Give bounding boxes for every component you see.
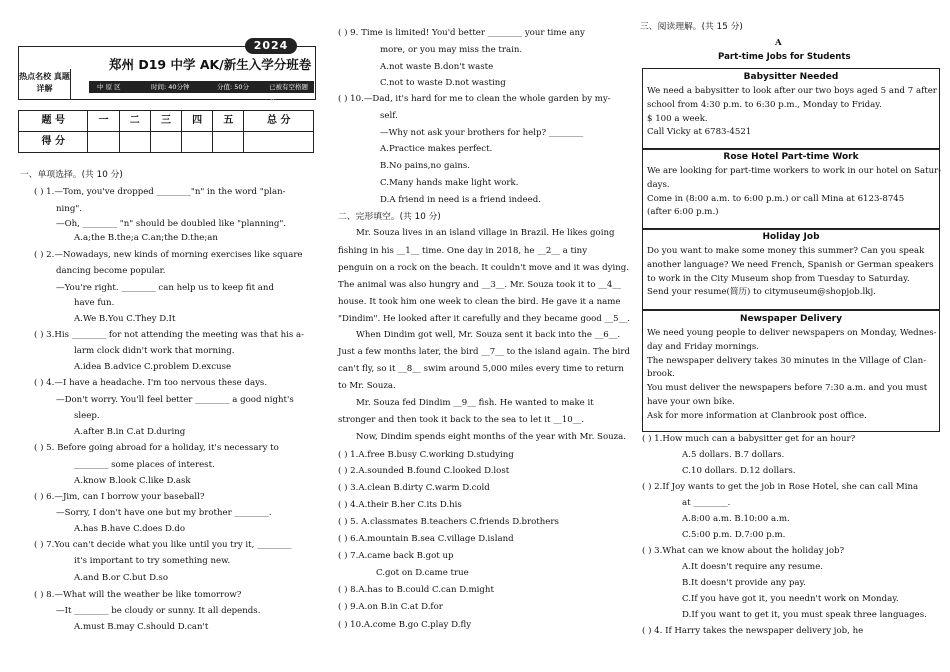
question-line: A.has B.have C.does D.do xyxy=(74,524,186,534)
question-line: —Oh, ________ "n" should be doubled like "planning". xyxy=(56,219,287,229)
question-line: ________ some places of interest. xyxy=(74,460,215,470)
question-line: ( ) 4.—I have a headache. I'm too nervous these days. xyxy=(34,378,268,388)
question-line: ( ) 7.A.came back B.got up xyxy=(338,551,454,561)
job-ad-line: another language? We need French, Spanish or German speakers xyxy=(647,259,934,270)
question-line: When Dindim got well, Mr. Souza sent it back into the __6__. xyxy=(356,330,621,340)
question-line: B.It doesn't provide any pay. xyxy=(682,578,806,588)
exam-title: 郑州 D19 中学 AK/新生入学分班卷 xyxy=(109,57,312,72)
section-title: 二、完形填空。(共 10 分) xyxy=(338,212,441,222)
score-input[interactable] xyxy=(213,132,244,153)
question-line: A.8:00 a.m. B.10:00 a.m. xyxy=(682,514,790,524)
question-line: it's important to try something new. xyxy=(74,556,231,566)
question-line: ( ) 10.—Dad, it's hard for me to clean the whole garden by my- xyxy=(338,94,611,104)
question-line: —You're right. ________ can help us to keep fit and xyxy=(56,283,274,293)
question-line: Mr. Souza lives in an island village in Brazil. He likes going xyxy=(356,228,615,238)
question-line: at ________. xyxy=(682,498,731,508)
question-line: ( ) 9.A.on B.in C.at D.for xyxy=(338,602,443,612)
question-line: ( ) 8.A.has to B.could C.can D.might xyxy=(338,585,494,595)
score-cell: 五 xyxy=(213,111,244,132)
reading-section-title: 三、阅读理解。(共 15 分) xyxy=(640,22,743,32)
job-ad-line: Send your resume(简历) to citymuseum@shopjob.lkj. xyxy=(647,287,876,298)
job-ad-line: We are looking for part-time workers to work in our hotel on Satur- xyxy=(647,166,942,177)
question-line: "Dindim". He looked after it carefully and they became good __5__. xyxy=(338,314,630,324)
job-ad-line: $ 100 a week. xyxy=(647,113,708,124)
job-ad-title: Babysitter Needed xyxy=(743,72,839,82)
question-line: can't fly, so it __8__ swim around 5,000 miles every time to return xyxy=(338,364,624,374)
question-line: A.not waste B.don't waste xyxy=(380,62,494,72)
score-cell: 四 xyxy=(182,111,213,132)
score-header-row xyxy=(19,111,314,132)
question-line: stronger and then took it back to the sea to let it __10__. xyxy=(338,415,585,425)
job-ad-box xyxy=(642,148,940,230)
score-cell: 得 分 xyxy=(19,132,88,153)
question-line: ( ) 9. Time is limited! You'd better ________ your time any xyxy=(338,28,585,38)
question-line: ( ) 1.How much can a babysitter get for an hour? xyxy=(642,434,856,444)
job-ad-box xyxy=(642,310,940,432)
job-ad-line: Call Vicky at 6783-4521 xyxy=(647,127,752,138)
question-line: ( ) 2.If Joy wants to get the job in Rose Hotel, she can call Mina xyxy=(642,482,919,492)
job-ad-line: to work in the City Museum shop from Tuesday to Saturday. xyxy=(647,273,910,284)
question-line: Mr. Souza fed Dindim __9__ fish. He wanted to make it xyxy=(356,398,594,408)
job-ad-box xyxy=(642,228,940,310)
question-line: C.Many hands make light work. xyxy=(380,178,519,188)
job-ad-box xyxy=(642,68,940,150)
question-line: —Why not ask your brothers for help? ________ xyxy=(380,128,584,138)
question-line: —Don't worry. You'll feel better ________ a good night's xyxy=(56,395,294,405)
question-line: ning". xyxy=(56,204,83,214)
question-line: ( ) 2.A.sounded B.found C.looked D.lost xyxy=(338,466,510,476)
question-line: C.10 dollars. D.12 dollars. xyxy=(682,466,796,476)
question-line: fishing in his __1__ time. One day in 2018, he __2__ a tiny xyxy=(338,246,588,256)
time-label: 时间: 40分钟 xyxy=(151,83,190,91)
question-line: to Mr. Souza. xyxy=(338,381,396,391)
job-ad-line: (after 6:00 p.m.) xyxy=(647,207,719,218)
score-input[interactable] xyxy=(119,132,150,153)
job-ad-line: days. xyxy=(647,179,670,190)
question-line: more, or you may miss the train. xyxy=(380,45,523,55)
question-line: A.must B.may C.should D.can't xyxy=(74,622,209,632)
question-line: A.a;the B.the;a C.an;the D.the;an xyxy=(74,233,218,243)
question-line: house. It took him one week to clean the bird. He gave it a name xyxy=(338,297,621,307)
question-line: sleep. xyxy=(74,411,100,421)
question-line: A.idea B.advice C.problem D.excuse xyxy=(74,362,232,372)
question-line: A.and B.or C.but D.so xyxy=(74,573,169,583)
job-ad-line: We need a babysitter to look after our two boys aged 5 and 7 after xyxy=(647,86,937,97)
job-ad-line: Ask for more information at Clanbrook post office. xyxy=(647,410,867,421)
job-ad-title: Newspaper Delivery xyxy=(740,314,842,324)
question-line: ( ) 6.—Jim, can I borrow your baseball? xyxy=(34,492,205,502)
question-line: A.know B.look C.like D.ask xyxy=(74,476,191,486)
question-line: B.No pains,no gains. xyxy=(380,161,471,171)
year-badge: 2024 xyxy=(245,38,297,54)
job-ad-line: Come in (8:00 a.m. to 6:00 p.m.) or call Mina at 6123-8745 xyxy=(647,193,905,204)
question-line: ( ) 3.A.clean B.dirty C.warm D.cold xyxy=(338,483,490,493)
info-bar xyxy=(89,81,314,103)
question-line: A.It doesn't require any resume. xyxy=(682,562,824,572)
region-label: 中 原 区 xyxy=(97,83,121,91)
passage-title: Part-time Jobs for Students xyxy=(718,52,851,62)
exam-header xyxy=(18,46,316,103)
score-cell: 总 分 xyxy=(244,111,314,132)
question-line: Just a few months later, the bird __7__ to the island again. The bird xyxy=(338,347,630,357)
score-value-row xyxy=(19,132,314,153)
job-ad-line: have your own bike. xyxy=(647,396,735,407)
question-line: ( ) 1.A.free B.busy C.working D.studying xyxy=(338,450,514,460)
question-line: larm clock didn't work that morning. xyxy=(74,346,235,356)
score-input[interactable] xyxy=(150,132,181,153)
question-line: A.5 dollars. B.7 dollars. xyxy=(682,450,785,460)
score-input[interactable] xyxy=(182,132,213,153)
score-table xyxy=(18,110,314,153)
question-line: C.not to waste D.not wasting xyxy=(380,78,506,88)
question-line: ( ) 3.His ________ for not attending the meeting was that his a- xyxy=(34,330,305,340)
section-title: 一、单项选择。(共 10 分) xyxy=(20,170,123,180)
question-line: ( ) 3.What can we know about the holiday job? xyxy=(642,546,845,556)
question-line: —Sorry, I don't have one but my brother ________. xyxy=(56,508,272,518)
job-ad-title: Rose Hotel Part-time Work xyxy=(723,152,859,162)
question-line: ( ) 4.A.their B.her C.its D.his xyxy=(338,500,462,510)
job-ad-line: You must deliver the newspapers before 7:30 a.m. and you must xyxy=(647,383,928,394)
question-line: ( ) 2.—Nowadays, new kinds of morning exercises like square xyxy=(34,250,303,260)
score-cell: 二 xyxy=(119,111,150,132)
question-line: A.Practice makes perfect. xyxy=(380,144,493,154)
score-cell: 三 xyxy=(150,111,181,132)
question-line: A.after B.in C.at D.during xyxy=(74,427,186,437)
question-line: ( ) 5. Before going abroad for a holiday, it's necessary to xyxy=(34,443,279,453)
job-ad-line: day and Friday mornings. xyxy=(647,341,760,352)
question-line: ( ) 10.A.come B.go C.play D.fly xyxy=(338,620,472,630)
question-line: penguin on a rock on the beach. It couldn't move and it was dying. xyxy=(338,263,630,273)
question-line: have fun. xyxy=(74,298,115,308)
job-ad-line: brook. xyxy=(647,369,675,380)
question-line: ( ) 6.A.mountain B.sea C.village D.island xyxy=(338,534,514,544)
question-line: The animal was also hungry and __3__. Mr. Souza took it to __4__ xyxy=(338,280,621,290)
question-line: D.A friend in need is a friend indeed. xyxy=(380,195,541,205)
score-input[interactable] xyxy=(244,132,314,153)
question-line: C.5:00 p.m. D.7:00 p.m. xyxy=(682,530,786,540)
question-line: ( ) 7.You can't decide what you like until you try it, ________ xyxy=(34,540,292,550)
passage-letter: A xyxy=(775,38,782,48)
score-cell: 题 号 xyxy=(19,111,88,132)
question-line: —It ________ be cloudy or sunny. It all depends. xyxy=(56,606,261,616)
question-line: self. xyxy=(380,111,398,121)
score-cell: 一 xyxy=(88,111,119,132)
question-line: ( ) 8.—What will the weather be like tomorrow? xyxy=(34,590,242,600)
question-line: dancing become popular. xyxy=(56,266,166,276)
question-line: ( ) 5. A.classmates B.teachers C.friends D.brothers xyxy=(338,517,559,527)
job-ad-line: Do you want to make some money this summer? Can you speak xyxy=(647,246,925,257)
job-ad-line: We need young people to deliver newspapers on Monday, Wednes- xyxy=(647,328,937,339)
job-ad-title: Holiday Job xyxy=(762,232,820,242)
score-input[interactable] xyxy=(88,132,119,153)
question-line: D.If you want to get it, you must speak three languages. xyxy=(682,610,927,620)
question-line: C.If you have got it, you needn't work on Monday. xyxy=(682,594,899,604)
question-line: Now, Dindim spends eight months of the year with Mr. Souza. xyxy=(356,432,627,442)
job-ad-line: The newspaper delivery takes 30 minutes in the Village of Clan- xyxy=(647,355,927,366)
question-line: C.got on D.came true xyxy=(376,568,469,578)
question-line: A.We B.You C.They D.It xyxy=(74,314,176,324)
question-line: ( ) 1.—Tom, you've dropped ________"n" in the word "plan- xyxy=(34,187,286,197)
side-label: 热点名校 真题详解 xyxy=(19,69,71,99)
question-line: ( ) 4. If Harry takes the newspaper delivery job, he xyxy=(642,626,864,636)
bar-note: 已被有空格题分 xyxy=(269,83,308,103)
score-label: 分值: 50分 xyxy=(217,83,250,91)
job-ad-line: school from 4:30 p.m. to 6:30 p.m., Monday to Friday. xyxy=(647,99,882,110)
